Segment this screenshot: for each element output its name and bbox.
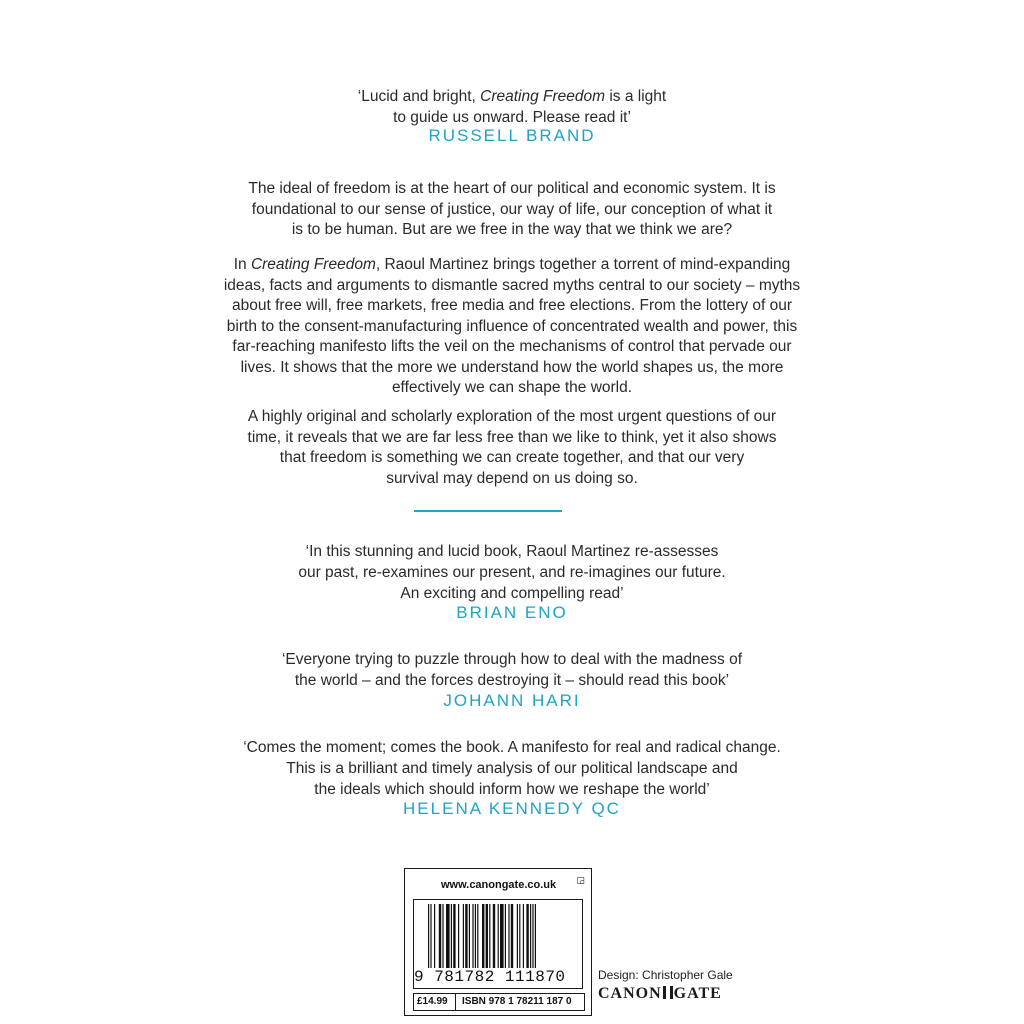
publisher-url: www.canongate.co.uk — [441, 879, 557, 891]
barcode-bar — [498, 904, 499, 968]
quote-line: to guide us onward. Please read it’ — [393, 109, 631, 126]
barcode-bar — [451, 904, 452, 968]
barcode-footer — [413, 993, 585, 1011]
publisher-name-right: GATE — [673, 985, 722, 1002]
barcode-bar — [465, 904, 467, 968]
publisher-logo — [598, 985, 722, 1003]
book-title: Creating Freedom — [480, 88, 606, 105]
barcode-bar — [523, 904, 524, 968]
blurb-line: that freedom is something we can create together, and that our very — [279, 449, 745, 466]
barcode-bar — [489, 904, 490, 968]
quote-text: ‘Lucid and bright, — [357, 88, 481, 105]
barcode-bars — [428, 904, 576, 968]
barcode-bar — [434, 904, 435, 968]
barcode-bar — [511, 904, 513, 968]
barcode-bar — [469, 904, 470, 968]
blurb-line: far-reaching manifesto lifts the veil on the mechanisms of control that pervade our — [232, 338, 792, 355]
blurb-line: A highly original and scholarly exploration of the most urgent questions of our — [247, 408, 777, 425]
section-divider — [414, 510, 562, 512]
barcode-bar — [517, 904, 518, 968]
barcode-bar — [446, 904, 450, 968]
design-credit: Design: Christopher Gale — [598, 968, 733, 982]
barcode-frame — [413, 899, 583, 989]
fsc-mark-icon: ◲ — [576, 875, 585, 885]
quote-text: is a light — [605, 88, 667, 105]
barcode-bar — [472, 904, 473, 968]
barcode-bar — [500, 904, 504, 968]
barcode-bar — [532, 904, 533, 968]
barcode-bar — [439, 904, 441, 968]
quote-author: BRIAN ENO — [456, 603, 568, 622]
barcode-bar — [530, 904, 531, 968]
blurb-line: foundational to our sense of justice, our way of life, our conception of what it — [251, 200, 773, 218]
blurb-line: is to be human. But are we free in the way that we think we are? — [291, 221, 733, 238]
quote-author: HELENA KENNEDY QC — [403, 799, 621, 818]
book-title: Creating Freedom — [250, 256, 376, 273]
quote-line: the ideals which should inform how we reshape the world’ — [314, 781, 710, 798]
blurb-line: survival may depend on us doing so. — [386, 469, 638, 487]
quote-line: ‘Comes the moment; comes the book. A manifesto for real and radical change. — [243, 739, 781, 756]
blurb-paragraph-1 — [0, 179, 1024, 241]
barcode-bar — [508, 904, 509, 968]
quote-line: This is a brilliant and timely analysis of our political landscape and — [286, 760, 738, 777]
blurb-line: ideas, facts and arguments to dismantle sacred myths central to our society – myths — [223, 276, 801, 294]
barcode-bar — [477, 904, 478, 968]
barcode-panel — [404, 868, 592, 1016]
blurb-line: birth to the consent-manufacturing influence of concentrated wealth and power, this — [226, 317, 798, 335]
barcode-digits: 9 781782 111870 — [414, 968, 566, 986]
publisher-name-left: CANON — [598, 985, 662, 1002]
quote-author: RUSSELL BRAND — [428, 126, 596, 145]
barcode-bar — [493, 904, 495, 968]
quote-brian-eno — [0, 541, 1024, 604]
blurb-paragraph-3 — [0, 407, 1024, 489]
gate-icon — [663, 986, 673, 999]
barcode-bar — [526, 904, 528, 968]
quote-johann-hari — [0, 649, 1024, 691]
quote-line: our past, re-examines our present, and re-imagines our future. — [298, 564, 726, 581]
blurb-paragraph-2 — [0, 255, 1024, 399]
quote-russell-brand — [0, 86, 1024, 128]
quote-line: ‘Everyone trying to puzzle through how to deal with the madness of — [281, 651, 743, 668]
blurb-line — [0, 255, 1024, 276]
barcode-bar — [535, 904, 536, 968]
quote-line: An exciting and compelling read’ — [400, 585, 624, 602]
blurb-line: effectively we can shape the world. — [391, 379, 633, 396]
barcode-bar — [519, 904, 520, 968]
quote-author: JOHANN HARI — [443, 691, 581, 710]
blurb-text: , Raoul Martinez brings together a torrent of mind-expanding — [375, 256, 791, 273]
barcode-bar — [482, 904, 484, 968]
barcode-bar — [428, 904, 429, 968]
blurb-line: lives. It shows that the more we understand how the world shapes us, the more — [240, 358, 784, 376]
quote-line: the world – and the forces destroying it – should read this book’ — [294, 672, 730, 689]
isbn: ISBN 978 1 78211 187 0 — [462, 996, 572, 1007]
quote-helena-kennedy — [0, 737, 1024, 800]
barcode-bar — [505, 904, 506, 968]
barcode-bar — [458, 904, 459, 968]
blurb-line: time, it reveals that we are far less free than we like to think, yet it also shows — [247, 428, 777, 446]
barcode-bar — [430, 904, 431, 968]
barcode-bar — [475, 904, 476, 968]
blurb-text: In — [233, 256, 251, 273]
price: £14.99 — [414, 994, 456, 1010]
barcode-bar — [463, 904, 464, 968]
barcode-bar — [442, 904, 443, 968]
barcode-bar — [453, 904, 455, 968]
quote-line: ‘In this stunning and lucid book, Raoul Martinez re-assesses — [305, 543, 719, 560]
quote-line — [0, 86, 1024, 107]
barcode-bar — [486, 904, 488, 968]
blurb-line: about free will, free markets, free media and free elections. From the lottery of our — [232, 297, 792, 314]
blurb-line: The ideal of freedom is at the heart of our political and economic system. It is — [248, 180, 776, 197]
